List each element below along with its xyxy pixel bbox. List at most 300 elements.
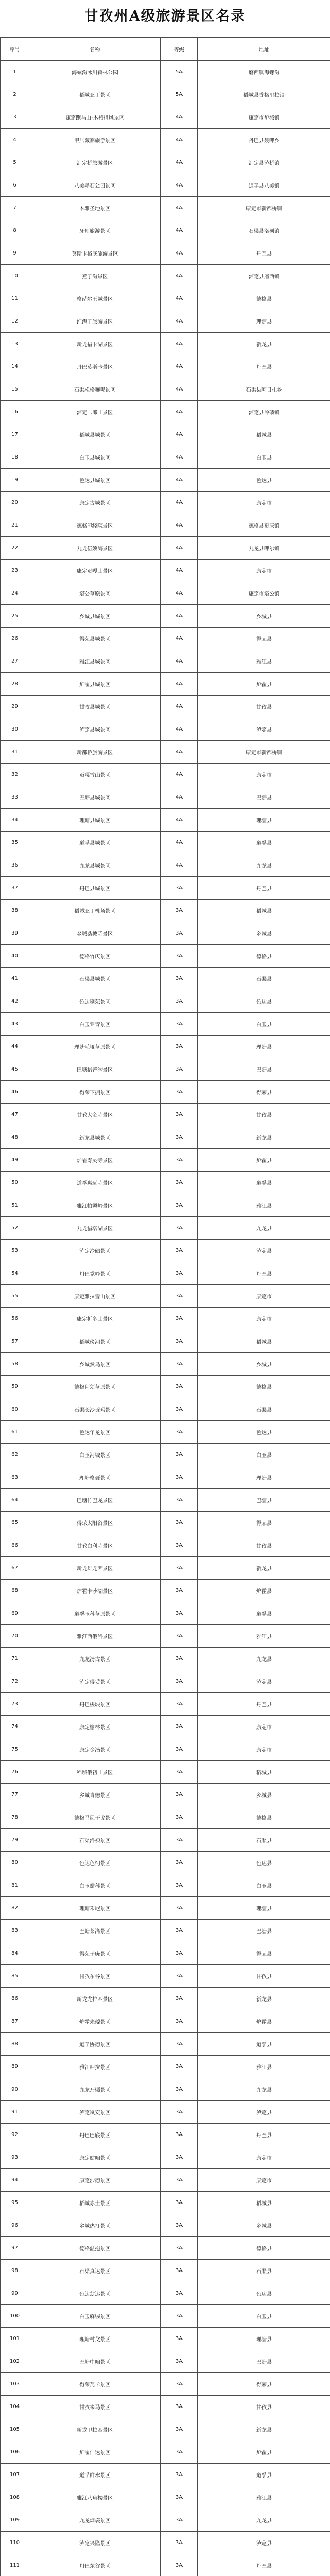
cell-grade: 3A bbox=[161, 1353, 198, 1376]
cell-grade: 3A bbox=[161, 2396, 198, 2418]
cell-no: 36 bbox=[1, 854, 29, 877]
cell-address: 丹巴县 bbox=[198, 1693, 330, 1716]
cell-grade: 3A bbox=[161, 2282, 198, 2305]
table-row bbox=[1, 1625, 330, 1648]
table-row bbox=[1, 492, 330, 514]
cell-no: 10 bbox=[1, 265, 29, 287]
table-row bbox=[1, 1466, 330, 1489]
cell-grade: 3A bbox=[161, 2260, 198, 2282]
cell-no: 19 bbox=[1, 469, 29, 492]
cell-grade: 3A bbox=[161, 1806, 198, 1829]
cell-address: 石渠县阿日扎乡 bbox=[198, 378, 330, 401]
cell-address: 九龙县 bbox=[198, 2509, 330, 2532]
table-row bbox=[1, 1897, 330, 1920]
cell-address: 雅江县 bbox=[198, 1194, 330, 1217]
cell-grade: 3A bbox=[161, 2441, 198, 2464]
cell-grade: 3A bbox=[161, 1829, 198, 1852]
cell-name: 巴塘县城景区 bbox=[29, 786, 161, 809]
table-row bbox=[1, 1262, 330, 1285]
cell-address: 康定市 bbox=[198, 764, 330, 786]
cell-no: 67 bbox=[1, 1557, 29, 1580]
cell-no: 92 bbox=[1, 2124, 29, 2146]
cell-grade: 3A bbox=[161, 1081, 198, 1104]
cell-address: 道孚县 bbox=[198, 2033, 330, 2056]
cell-no: 86 bbox=[1, 1988, 29, 2010]
cell-grade: 3A bbox=[161, 1534, 198, 1557]
cell-grade: 3A bbox=[161, 2033, 198, 2056]
cell-address: 雅江县 bbox=[198, 2486, 330, 2509]
cell-name: 丹巴东谷景区 bbox=[29, 2554, 161, 2576]
cell-grade: 4A bbox=[161, 673, 198, 696]
cell-no: 14 bbox=[1, 355, 29, 378]
cell-address: 甘孜县 bbox=[198, 2396, 330, 2418]
cell-address: 白玉县 bbox=[198, 1013, 330, 1036]
cell-no: 38 bbox=[1, 900, 29, 922]
table-row bbox=[1, 2146, 330, 2169]
cell-grade: 3A bbox=[161, 1262, 198, 1285]
table-row bbox=[1, 2101, 330, 2124]
cell-address: 白玉县 bbox=[198, 1874, 330, 1897]
table-row bbox=[1, 129, 330, 151]
cell-address: 泸定县冷碛镇 bbox=[198, 401, 330, 423]
cell-address: 巴塘县 bbox=[198, 1058, 330, 1081]
cell-grade: 3A bbox=[161, 2509, 198, 2532]
cell-grade: 4A bbox=[161, 537, 198, 560]
cell-address: 理塘县 bbox=[198, 1897, 330, 1920]
table-row bbox=[1, 1852, 330, 1874]
cell-name: 炉霍朱倭景区 bbox=[29, 2010, 161, 2033]
table-row bbox=[1, 1988, 330, 2010]
cell-no: 5 bbox=[1, 151, 29, 174]
cell-address: 新龙县 bbox=[198, 1557, 330, 1580]
table-row bbox=[1, 1829, 330, 1852]
table-row bbox=[1, 2441, 330, 2464]
table-row bbox=[1, 605, 330, 628]
cell-grade: 4A bbox=[161, 446, 198, 469]
cell-address: 泸定县 bbox=[198, 2101, 330, 2124]
table-row bbox=[1, 378, 330, 401]
cell-no: 62 bbox=[1, 1444, 29, 1466]
cell-address: 九龙县 bbox=[198, 854, 330, 877]
table-row bbox=[1, 1648, 330, 1670]
cell-no: 72 bbox=[1, 1670, 29, 1693]
cell-no: 102 bbox=[1, 2350, 29, 2373]
cell-grade: 3A bbox=[161, 1897, 198, 1920]
cell-no: 53 bbox=[1, 1240, 29, 1262]
cell-address: 九龙县 bbox=[198, 2078, 330, 2101]
cell-name: 康定跑马山-木格措风景区 bbox=[29, 106, 161, 129]
cell-address: 巴塘县 bbox=[198, 2350, 330, 2373]
cell-address: 色达县 bbox=[198, 2282, 330, 2305]
table-row bbox=[1, 1534, 330, 1557]
cell-name: 红海子旅游景区 bbox=[29, 310, 161, 333]
cell-no: 107 bbox=[1, 2464, 29, 2486]
cell-name: 德格竹庆景区 bbox=[29, 945, 161, 968]
cell-no: 108 bbox=[1, 2486, 29, 2509]
cell-no: 24 bbox=[1, 582, 29, 605]
cell-name: 乡城县城景区 bbox=[29, 605, 161, 628]
cell-no: 7 bbox=[1, 197, 29, 219]
cell-address: 乡城县 bbox=[198, 2214, 330, 2237]
cell-no: 1 bbox=[1, 61, 29, 83]
cell-no: 44 bbox=[1, 1036, 29, 1058]
cell-no: 61 bbox=[1, 1421, 29, 1444]
cell-name: 泸定二郎山景区 bbox=[29, 401, 161, 423]
table-row bbox=[1, 2532, 330, 2554]
cell-grade: 3A bbox=[161, 1308, 198, 1330]
cell-name: 牙则旅游景区 bbox=[29, 219, 161, 242]
cell-name: 炉霍仁达景区 bbox=[29, 2441, 161, 2464]
cell-name: 色达县城景区 bbox=[29, 469, 161, 492]
cell-no: 21 bbox=[1, 514, 29, 537]
cell-grade: 3A bbox=[161, 1716, 198, 1738]
cell-grade: 3A bbox=[161, 2146, 198, 2169]
cell-grade: 3A bbox=[161, 2214, 198, 2237]
cell-no: 56 bbox=[1, 1308, 29, 1330]
cell-grade: 4A bbox=[161, 469, 198, 492]
table-row bbox=[1, 832, 330, 854]
cell-name: 稻城亚丁机场景区 bbox=[29, 900, 161, 922]
cell-no: 50 bbox=[1, 1172, 29, 1194]
table-row bbox=[1, 1942, 330, 1965]
cell-grade: 3A bbox=[161, 1013, 198, 1036]
cell-address: 康定市塔公镇 bbox=[198, 582, 330, 605]
cell-name: 德格印经院景区 bbox=[29, 514, 161, 537]
cell-address: 康定市 bbox=[198, 560, 330, 582]
table-row bbox=[1, 2169, 330, 2192]
cell-no: 48 bbox=[1, 1126, 29, 1149]
cell-grade: 3A bbox=[161, 877, 198, 900]
cell-no: 64 bbox=[1, 1489, 29, 1512]
cell-no: 94 bbox=[1, 2169, 29, 2192]
cell-name: 理塘格聂景区 bbox=[29, 1466, 161, 1489]
cell-name: 泸定得妥景区 bbox=[29, 1670, 161, 1693]
cell-name: 乡城青德景区 bbox=[29, 1784, 161, 1806]
cell-no: 91 bbox=[1, 2101, 29, 2124]
cell-no: 60 bbox=[1, 1398, 29, 1421]
cell-grade: 3A bbox=[161, 1670, 198, 1693]
cell-grade: 3A bbox=[161, 2237, 198, 2260]
cell-address: 雅江县 bbox=[198, 650, 330, 673]
cell-no: 55 bbox=[1, 1285, 29, 1308]
cell-name: 康定沙德景区 bbox=[29, 2169, 161, 2192]
cell-no: 12 bbox=[1, 310, 29, 333]
table-row bbox=[1, 1784, 330, 1806]
table-row bbox=[1, 1670, 330, 1693]
table-row bbox=[1, 1376, 330, 1398]
cell-grade: 4A bbox=[161, 514, 198, 537]
cell-name: 白玉河坡景区 bbox=[29, 1444, 161, 1466]
cell-name: 理塘禾尼景区 bbox=[29, 1897, 161, 1920]
cell-no: 97 bbox=[1, 2237, 29, 2260]
table-row bbox=[1, 1285, 330, 1308]
cell-name: 丹巴巴底景区 bbox=[29, 2124, 161, 2146]
cell-name: 道孚玉科草原景区 bbox=[29, 1602, 161, 1625]
cell-no: 66 bbox=[1, 1534, 29, 1557]
cell-grade: 3A bbox=[161, 1172, 198, 1194]
table-row bbox=[1, 2464, 330, 2486]
cell-address: 康定市 bbox=[198, 1738, 330, 1761]
cell-grade: 3A bbox=[161, 1376, 198, 1398]
cell-address: 道孚县 bbox=[198, 1172, 330, 1194]
cell-grade: 4A bbox=[161, 310, 198, 333]
table-row bbox=[1, 2373, 330, 2396]
cell-name: 九龙乃渠景区 bbox=[29, 2078, 161, 2101]
cell-no: 81 bbox=[1, 1874, 29, 1897]
cell-address: 九龙县 bbox=[198, 1648, 330, 1670]
cell-address: 甘孜县 bbox=[198, 696, 330, 718]
header-address: 地址 bbox=[198, 38, 330, 61]
cell-address: 德格县 bbox=[198, 2237, 330, 2260]
cell-grade: 3A bbox=[161, 2078, 198, 2101]
cell-name: 色达喇荣景区 bbox=[29, 990, 161, 1013]
cell-no: 57 bbox=[1, 1330, 29, 1353]
table-row bbox=[1, 696, 330, 718]
cell-name: 雅江帕姆岭景区 bbox=[29, 1194, 161, 1217]
cell-no: 49 bbox=[1, 1149, 29, 1172]
cell-address: 巴塘县 bbox=[198, 1489, 330, 1512]
cell-address: 泸定县 bbox=[198, 718, 330, 741]
table-row bbox=[1, 423, 330, 446]
cell-grade: 3A bbox=[161, 2464, 198, 2486]
cell-no: 73 bbox=[1, 1693, 29, 1716]
cell-name: 康定姑咱景区 bbox=[29, 2146, 161, 2169]
cell-grade: 3A bbox=[161, 968, 198, 990]
cell-address: 色达县 bbox=[198, 990, 330, 1013]
cell-grade: 3A bbox=[161, 2554, 198, 2576]
cell-no: 74 bbox=[1, 1716, 29, 1738]
table-row bbox=[1, 401, 330, 423]
table-row bbox=[1, 355, 330, 378]
cell-address: 稻城县 bbox=[198, 423, 330, 446]
cell-grade: 3A bbox=[161, 2169, 198, 2192]
cell-no: 11 bbox=[1, 287, 29, 310]
cell-no: 29 bbox=[1, 696, 29, 718]
cell-no: 89 bbox=[1, 2056, 29, 2078]
cell-address: 石渠县 bbox=[198, 2260, 330, 2282]
cell-no: 96 bbox=[1, 2214, 29, 2237]
table-row bbox=[1, 265, 330, 287]
cell-address: 甘孜县 bbox=[198, 1104, 330, 1126]
cell-name: 甘孜来马景区 bbox=[29, 2396, 161, 2418]
table-row bbox=[1, 2418, 330, 2441]
table-row bbox=[1, 1308, 330, 1330]
table-row bbox=[1, 83, 330, 106]
cell-grade: 4A bbox=[161, 333, 198, 355]
cell-grade: 3A bbox=[161, 1240, 198, 1262]
cell-grade: 4A bbox=[161, 287, 198, 310]
cell-grade: 4A bbox=[161, 696, 198, 718]
cell-address: 新龙县 bbox=[198, 1988, 330, 2010]
table-row bbox=[1, 197, 330, 219]
table-row bbox=[1, 582, 330, 605]
cell-address: 甘孜县 bbox=[198, 1965, 330, 1988]
header-no: 序号 bbox=[1, 38, 29, 61]
cell-no: 46 bbox=[1, 1081, 29, 1104]
cell-address: 道孚县 bbox=[198, 1602, 330, 1625]
cell-name: 理塘村戈景区 bbox=[29, 2328, 161, 2350]
table-row bbox=[1, 2192, 330, 2214]
cell-name: 康定古城景区 bbox=[29, 492, 161, 514]
cell-address: 康定市 bbox=[198, 1285, 330, 1308]
cell-no: 87 bbox=[1, 2010, 29, 2033]
cell-name: 得荣瓦卡景区 bbox=[29, 2373, 161, 2396]
cell-name: 康定金汤景区 bbox=[29, 1738, 161, 1761]
cell-grade: 3A bbox=[161, 2532, 198, 2554]
table-row bbox=[1, 2554, 330, 2576]
cell-address: 道孚县 bbox=[198, 2464, 330, 2486]
cell-no: 52 bbox=[1, 1217, 29, 1240]
cell-address: 白玉县 bbox=[198, 1444, 330, 1466]
cell-address: 康定市 bbox=[198, 2169, 330, 2192]
cell-grade: 3A bbox=[161, 1330, 198, 1353]
cell-name: 丹巴梭坡景区 bbox=[29, 1693, 161, 1716]
cell-name: 雅江呷拉景区 bbox=[29, 2056, 161, 2078]
cell-name: 丹巴县城景区 bbox=[29, 877, 161, 900]
cell-no: 45 bbox=[1, 1058, 29, 1081]
cell-address: 稻城县 bbox=[198, 1330, 330, 1353]
cell-address: 稻城县 bbox=[198, 900, 330, 922]
cell-address: 色达县 bbox=[198, 469, 330, 492]
cell-no: 104 bbox=[1, 2396, 29, 2418]
table-row bbox=[1, 1489, 330, 1512]
cell-grade: 4A bbox=[161, 582, 198, 605]
cell-address: 得荣县 bbox=[198, 628, 330, 650]
cell-name: 色达翁达景区 bbox=[29, 2282, 161, 2305]
table-row bbox=[1, 1058, 330, 1081]
cell-no: 27 bbox=[1, 650, 29, 673]
cell-address: 康定市 bbox=[198, 1308, 330, 1330]
table-row bbox=[1, 990, 330, 1013]
cell-address: 新龙县 bbox=[198, 2418, 330, 2441]
table-row bbox=[1, 1444, 330, 1466]
cell-grade: 3A bbox=[161, 1988, 198, 2010]
cell-no: 25 bbox=[1, 605, 29, 628]
cell-name: 得荣下拥景区 bbox=[29, 1081, 161, 1104]
cell-no: 23 bbox=[1, 560, 29, 582]
table-row bbox=[1, 287, 330, 310]
table-row bbox=[1, 2396, 330, 2418]
table-row bbox=[1, 174, 330, 197]
cell-address: 甘孜县 bbox=[198, 1534, 330, 1557]
cell-grade: 3A bbox=[161, 1512, 198, 1534]
table-row bbox=[1, 2350, 330, 2373]
cell-address: 泸定县 bbox=[198, 1670, 330, 1693]
cell-name: 得荣太阳谷景区 bbox=[29, 1512, 161, 1534]
cell-no: 16 bbox=[1, 401, 29, 423]
cell-name: 八美墨石公园景区 bbox=[29, 174, 161, 197]
cell-name: 九龙伍须海景区 bbox=[29, 537, 161, 560]
cell-address: 道孚县 bbox=[198, 832, 330, 854]
cell-name: 甘孜大金寺景区 bbox=[29, 1104, 161, 1126]
cell-name: 甘孜东谷景区 bbox=[29, 1965, 161, 1988]
cell-address: 丹巴县 bbox=[198, 242, 330, 265]
cell-name: 九龙猎塔湖景区 bbox=[29, 1217, 161, 1240]
cell-name: 乡城热打景区 bbox=[29, 2214, 161, 2237]
cell-grade: 3A bbox=[161, 1965, 198, 1988]
cell-address: 白玉县 bbox=[198, 446, 330, 469]
cell-grade: 3A bbox=[161, 2350, 198, 2373]
table-row bbox=[1, 1580, 330, 1602]
cell-no: 68 bbox=[1, 1580, 29, 1602]
cell-name: 色达年龙景区 bbox=[29, 1421, 161, 1444]
table-row bbox=[1, 151, 330, 174]
cell-grade: 3A bbox=[161, 1126, 198, 1149]
cell-name: 理塘县城景区 bbox=[29, 809, 161, 832]
cell-name: 丹巴党岭景区 bbox=[29, 1262, 161, 1285]
cell-name: 白玉赠科景区 bbox=[29, 1874, 161, 1897]
cell-grade: 3A bbox=[161, 1398, 198, 1421]
cell-name: 雅江县城景区 bbox=[29, 650, 161, 673]
table-row bbox=[1, 854, 330, 877]
cell-address: 得荣县 bbox=[198, 1942, 330, 1965]
table-row bbox=[1, 1330, 330, 1353]
table-row bbox=[1, 809, 330, 832]
table-row bbox=[1, 2237, 330, 2260]
table-row bbox=[1, 469, 330, 492]
cell-name: 炉霍寿灵寺景区 bbox=[29, 1149, 161, 1172]
cell-address: 理塘县 bbox=[198, 809, 330, 832]
cell-address: 理塘县 bbox=[198, 1466, 330, 1489]
cell-grade: 3A bbox=[161, 2124, 198, 2146]
table-row bbox=[1, 242, 330, 265]
cell-address: 德格县更庆镇 bbox=[198, 514, 330, 537]
cell-grade: 3A bbox=[161, 1285, 198, 1308]
cell-address: 炉霍县 bbox=[198, 1580, 330, 1602]
table-row bbox=[1, 1806, 330, 1829]
cell-no: 82 bbox=[1, 1897, 29, 1920]
cell-grade: 3A bbox=[161, 1648, 198, 1670]
cell-name: 石渠长沙贡玛景区 bbox=[29, 1398, 161, 1421]
table-row bbox=[1, 2305, 330, 2328]
cell-address: 道孚县八美镇 bbox=[198, 174, 330, 197]
table-body bbox=[1, 61, 330, 2576]
cell-no: 20 bbox=[1, 492, 29, 514]
cell-no: 15 bbox=[1, 378, 29, 401]
cell-name: 得荣子庚景区 bbox=[29, 1942, 161, 1965]
cell-grade: 4A bbox=[161, 129, 198, 151]
cell-address: 石渠县洛须镇 bbox=[198, 219, 330, 242]
cell-no: 17 bbox=[1, 423, 29, 446]
cell-address: 丹巴县 bbox=[198, 2554, 330, 2576]
cell-name: 海螺沟冰川森林公园 bbox=[29, 61, 161, 83]
cell-no: 100 bbox=[1, 2305, 29, 2328]
cell-name: 德格马尼干戈景区 bbox=[29, 1806, 161, 1829]
cell-name: 道孚协德景区 bbox=[29, 2033, 161, 2056]
table-row bbox=[1, 1602, 330, 1625]
table-row bbox=[1, 310, 330, 333]
cell-no: 35 bbox=[1, 832, 29, 854]
cell-address: 稻城县 bbox=[198, 2192, 330, 2214]
cell-grade: 3A bbox=[161, 1444, 198, 1466]
cell-grade: 3A bbox=[161, 1149, 198, 1172]
cell-no: 77 bbox=[1, 1784, 29, 1806]
cell-no: 79 bbox=[1, 1829, 29, 1852]
cell-grade: 4A bbox=[161, 628, 198, 650]
table-row bbox=[1, 1013, 330, 1036]
cell-name: 白玉麻绒景区 bbox=[29, 2305, 161, 2328]
cell-no: 106 bbox=[1, 2441, 29, 2464]
cell-no: 93 bbox=[1, 2146, 29, 2169]
cell-address: 德格县 bbox=[198, 287, 330, 310]
cell-name: 塔公草原景区 bbox=[29, 582, 161, 605]
cell-no: 13 bbox=[1, 333, 29, 355]
table-row bbox=[1, 1761, 330, 1784]
cell-grade: 3A bbox=[161, 1058, 198, 1081]
cell-grade: 4A bbox=[161, 219, 198, 242]
cell-name: 石渠松格嘛呢景区 bbox=[29, 378, 161, 401]
cell-grade: 3A bbox=[161, 2056, 198, 2078]
